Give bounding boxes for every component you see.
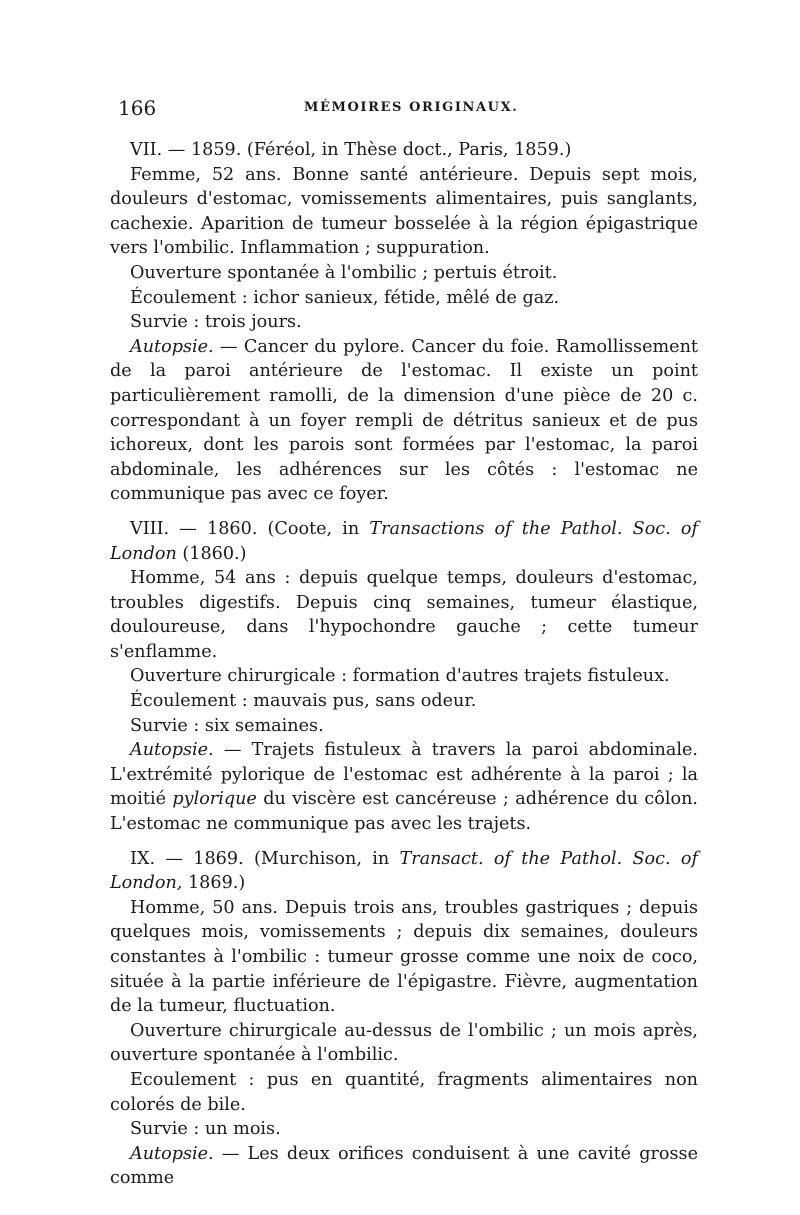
autopsy-text: — Les deux orifices conduisent à une cavité grosse comme (110, 1143, 698, 1189)
page-header (118, 96, 688, 126)
journal-title: Transactions of the Pathol. Soc. of London (110, 518, 698, 564)
case-paragraph: Ouverture spontanée à l'ombilic ; pertuis étroit. (130, 262, 558, 283)
autopsy-label: Autopsie. (130, 336, 214, 357)
heading-text: (1860.) (176, 543, 247, 564)
case-paragraph: Écoulement : ichor sanieux, fétide, mêlé de gaz. (130, 287, 560, 308)
case-heading: VII. — 1859. (Féréol, in Thèse doct., Paris, 1859.) (130, 140, 572, 160)
page-number: 166 (118, 96, 157, 120)
case-paragraph: Homme, 50 ans. Depuis trois ans, troubles gastriques ; depuis quelques mois, vomissements ; depuis dix semaines, douleurs constantes à l'ombilic : tumeur grosse comme une noix de coco, située à la partie inférieure de l'épigastre. Fièvre, augmentation de la tumeur, fluctuation. (110, 897, 698, 1017)
autopsy-text: du viscère est cancéreuse ; adhérence du côlon. L'estomac ne communique pas avec les trajets. (110, 789, 698, 835)
journal-title: Transact. of the Pathol. Soc. of London, (110, 848, 698, 894)
case-paragraph: Ecoulement : pus en quantité, fragments alimentaires non colorés de bile. (110, 1069, 698, 1115)
page-body (110, 138, 698, 1191)
case-paragraph: Survie : trois jours. (130, 312, 302, 333)
heading-text: IX. — 1869. (Murchison, in (130, 848, 400, 869)
autopsy-text: — Cancer du pylore. Cancer du foie. Ramollissement de la paroi antérieure de l'estomac. Il existe un point particulièrement ramolli, de la dimension d'une pièce de 20 c. correspondant à un foyer rempli de détritus sanieux et de pus ichoreux, dont les parois sont formées par l'estomac, la paroi abdominale, les adhérences sur les côtés : l'estomac ne communique pas avec ce foyer. (110, 336, 698, 505)
case-paragraph: Survie : six semaines. (130, 715, 324, 736)
case-paragraph: Ouverture chirurgicale au-dessus de l'ombilic ; un mois après, ouverture spontanée à l'ombilic. (110, 1020, 698, 1066)
case-paragraph: Ouverture chirurgicale : formation d'autres trajets fistuleux. (130, 666, 670, 687)
case-paragraph: Écoulement : mauvais pus, sans odeur. (130, 691, 477, 712)
running-title: MÉMOIRES ORIGINAUX. (304, 100, 519, 115)
case-heading (110, 847, 698, 896)
autopsy-paragraph (110, 738, 698, 836)
heading-text: VIII. — 1860. (Coote, in (130, 518, 370, 539)
autopsy-text: — Trajets fistuleux à travers la paroi abdominale. L'extrémité pylorique de l'estomac est adhérente à la paroi ; la moitié (110, 740, 698, 810)
case-paragraph: Femme, 52 ans. Bonne santé antérieure. Depuis sept mois, douleurs d'estomac, vomissements alimentaires, puis sanglants, cachexie. Aparition de tumeur bosselée à la région épigastrique vers l'ombilic. Inflammation ; suppuration. (110, 164, 698, 259)
italic-word: pylorique (172, 789, 257, 810)
heading-text: 1869.) (182, 873, 246, 894)
autopsy-label: Autopsie. (130, 1143, 214, 1164)
autopsy-paragraph (110, 335, 698, 507)
case-paragraph: Homme, 54 ans : depuis quelque temps, douleurs d'estomac, troubles digestifs. Depuis cinq semaines, tumeur élastique, douloureuse, dans l'hypochondre gauche ; cette tumeur s'enflamme. (110, 568, 698, 662)
case-paragraph: Survie : un mois. (130, 1119, 281, 1140)
autopsy-paragraph (110, 1142, 698, 1191)
case-heading (110, 517, 698, 566)
autopsy-label: Autopsie. (130, 740, 214, 761)
